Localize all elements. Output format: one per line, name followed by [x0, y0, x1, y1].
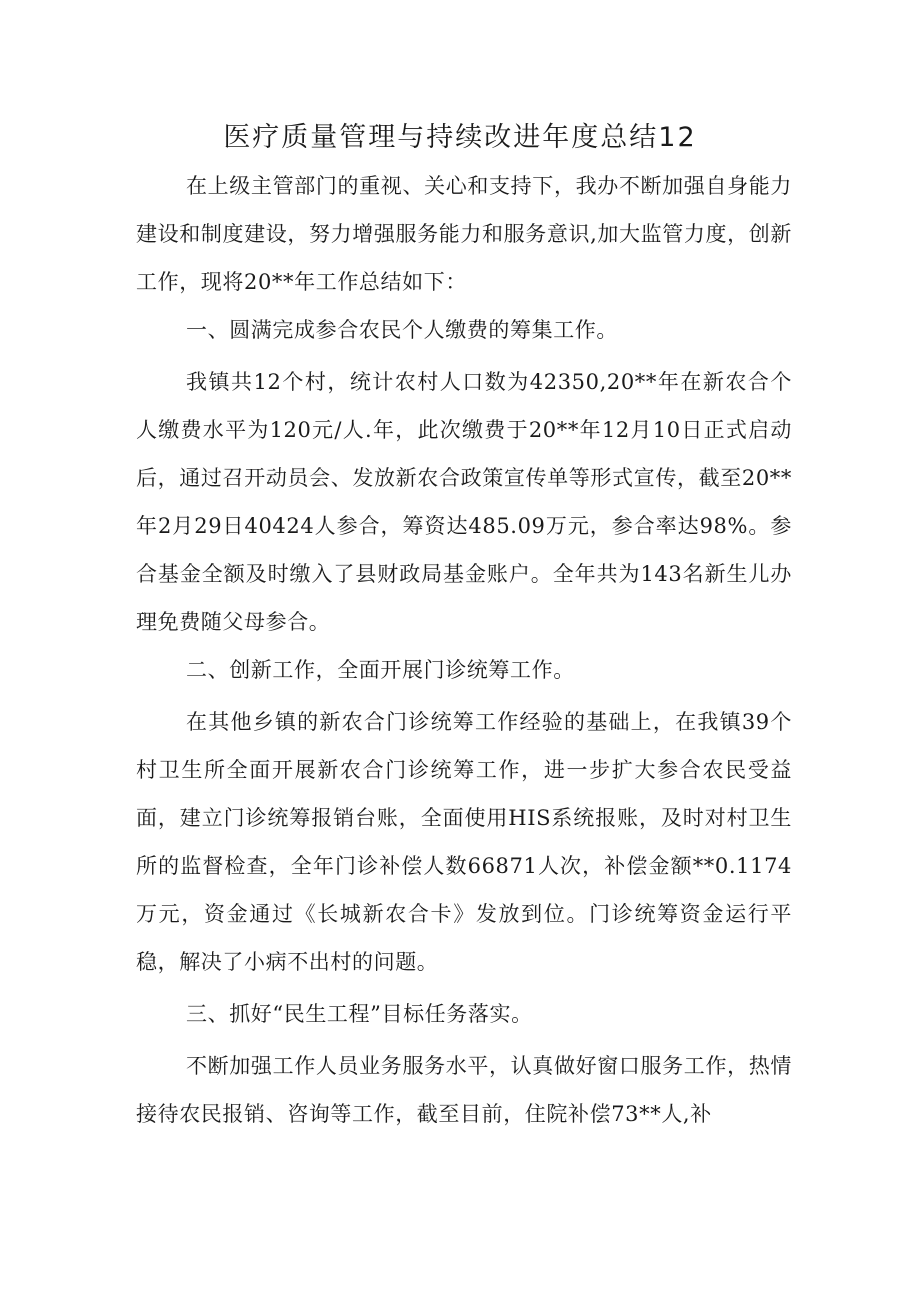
- section-paragraph-1: 我镇共12个村，统计农村人口数为42350,20**年在新农合个人缴费水平为120元/人.年，此次缴费于20**年12月10日正式启动后，通过召开动员会、发放新农合政策宣传单等形式宣传，截至20**年2月29日40424人参合，筹资达485.09万元，参合率达98%。参合基金全额及时缴入了县财政局基金账户。全年共为143名新生儿办理免费随父母参合。: [136, 370, 792, 634]
- section-paragraph-2: 在其他乡镇的新农合门诊统筹工作经验的基础上，在我镇39个村卫生所全面开展新农合门诊统筹工作，进一步扩大参合农民受益面，建立门诊统筹报销台账，全面使用HIS系统报账，及时对村卫生所的监督检查，全年门诊补偿人数66871人次，补偿金额**0.1174万元，资金通过《长城新农合卡》发放到位。门诊统筹资金运行平稳，解决了小病不出村的问题。: [136, 710, 792, 974]
- intro-paragraph: 在上级主管部门的重视、关心和支持下，我办不断加强自身能力建设和制度建设，努力增强服务能力和服务意识,加大监管力度，创新工作，现将20**年工作总结如下：: [136, 174, 792, 294]
- section-paragraph-3: 不断加强工作人员业务服务水平，认真做好窗口服务工作，热情接待农民报销、咨询等工作，截至目前，住院补偿73**人,补: [136, 1054, 792, 1126]
- section-heading-1: 一、圆满完成参合农民个人缴费的筹集工作。: [186, 318, 618, 342]
- section-heading-3: 三、抓好“民生工程”目标任务落实。: [186, 1002, 533, 1026]
- section-heading-2: 二、创新工作，全面开展门诊统筹工作。: [186, 658, 575, 682]
- document-title: 医疗质量管理与持续改进年度总结12: [223, 122, 697, 153]
- document-body: [136, 162, 792, 1138]
